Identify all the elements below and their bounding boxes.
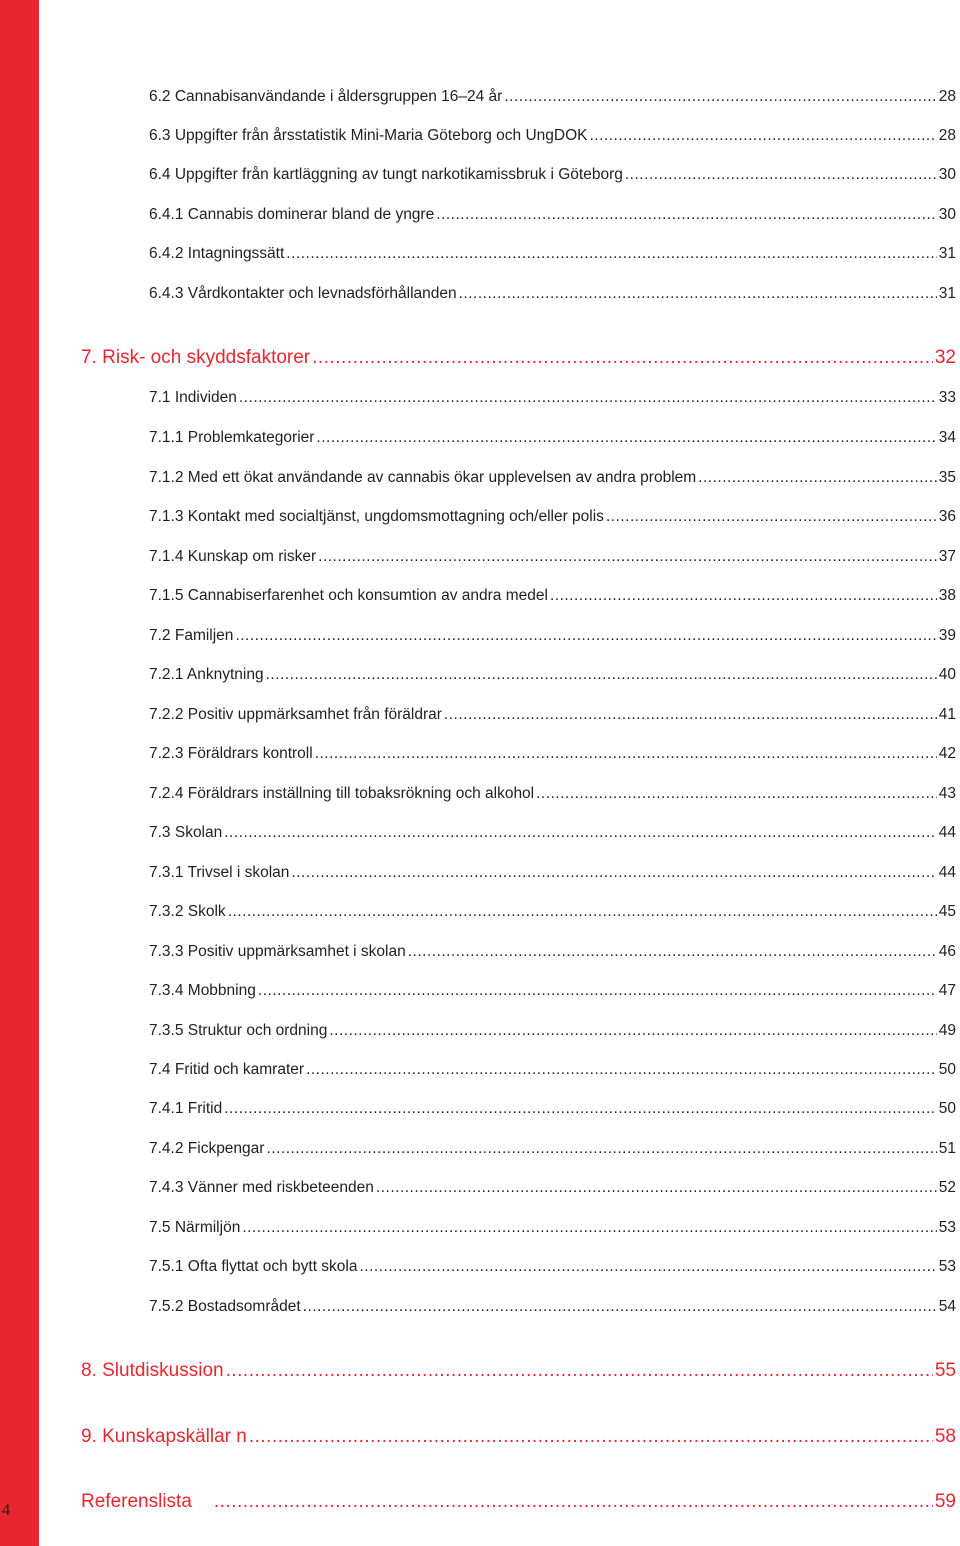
toc-entry[interactable] xyxy=(149,1296,956,1318)
toc-entry-page: 39 xyxy=(938,627,956,644)
toc-entry[interactable] xyxy=(149,901,956,923)
toc-entry-page: 30 xyxy=(938,206,956,223)
toc-entry[interactable] xyxy=(149,546,956,568)
toc-entry[interactable] xyxy=(149,743,956,765)
toc-entry-page: 55 xyxy=(934,1360,956,1381)
leader-dots xyxy=(329,1020,936,1042)
toc-entry-label: 7.2.2 Positiv uppmärksamhet från föräldrar xyxy=(149,706,442,723)
toc-entry[interactable] xyxy=(149,585,956,607)
leader-dots xyxy=(698,467,937,489)
toc-entry[interactable] xyxy=(149,506,956,528)
toc-entry-label: 7.2.4 Föräldrars inställning till tobaksrökning och alkohol xyxy=(149,785,535,802)
toc-entry-page: 53 xyxy=(938,1219,956,1236)
toc-entry-page: 58 xyxy=(934,1426,956,1447)
toc-entry[interactable] xyxy=(149,980,956,1002)
leader-dots xyxy=(224,1098,937,1120)
toc-entry-label: 6.4.1 Cannabis dominerar bland de yngre xyxy=(149,206,435,223)
leader-dots xyxy=(228,901,937,923)
toc-entry-page: 46 xyxy=(938,943,956,960)
toc-entry[interactable] xyxy=(149,1059,956,1081)
toc-entry-page: 42 xyxy=(938,745,956,762)
leader-dots xyxy=(436,204,937,226)
toc-entry[interactable] xyxy=(149,1020,956,1042)
leader-dots xyxy=(444,704,937,726)
toc-entry[interactable] xyxy=(149,664,956,686)
toc-entry-label: 7.1.3 Kontakt med socialtjänst, ungdomsmottagning och/eller polis xyxy=(149,508,604,525)
leader-dots xyxy=(550,585,937,607)
toc-entry-page: 31 xyxy=(938,245,956,262)
toc-entry-label: 6.3 Uppgifter från årsstatistik Mini-Maria Göteborg och UngDOK xyxy=(149,127,588,144)
toc-entry-page: 36 xyxy=(938,508,956,525)
leader-dots xyxy=(589,125,936,147)
leader-dots xyxy=(224,822,937,844)
toc-entry-page: 32 xyxy=(934,347,956,368)
toc-entry-page: 37 xyxy=(938,548,956,565)
toc-entry-label: 7.1.2 Med ett ökat användande av cannabis ökar upplevelsen av andra problem xyxy=(149,469,697,486)
toc-entry-label: 7.1.4 Kunskap om risker xyxy=(149,548,317,565)
leader-dots xyxy=(504,86,936,108)
toc-entry[interactable] xyxy=(149,427,956,449)
toc-entry-label: 7.3.5 Struktur och ordning xyxy=(149,1022,328,1039)
toc-entry-page: 45 xyxy=(938,903,956,920)
toc-entry-label: 7.4.2 Fickpengar xyxy=(149,1140,265,1157)
toc-entry-label: 7.1.5 Cannabiserfarenhet och konsumtion av andra medel xyxy=(149,587,548,604)
leader-dots xyxy=(303,1296,937,1318)
leader-dots xyxy=(214,1489,933,1515)
toc-entry[interactable] xyxy=(149,204,956,226)
toc-chapter-entry[interactable] xyxy=(81,1358,956,1384)
toc-entry-label: 7.4.3 Vänner med riskbeteenden xyxy=(149,1179,374,1196)
toc-entry-page: 38 xyxy=(938,587,956,604)
toc-entry-page: 54 xyxy=(938,1298,956,1315)
toc-entry[interactable] xyxy=(149,625,956,647)
toc-entry[interactable] xyxy=(149,941,956,963)
toc-entry-label: 9. Kunskapskällar n xyxy=(81,1426,247,1447)
toc-entry-label: 7.5 Närmiljön xyxy=(149,1219,241,1236)
toc-entry[interactable] xyxy=(149,86,956,108)
leader-dots xyxy=(312,345,933,371)
toc-entry-page: 30 xyxy=(938,166,956,183)
toc-entry[interactable] xyxy=(149,783,956,805)
toc-entry-page: 34 xyxy=(938,429,956,446)
toc-entry-label: 7.1.1 Problemkategorier xyxy=(149,429,315,446)
toc-chapter-entry[interactable] xyxy=(81,1424,956,1450)
toc-entry-label: 7.2 Familjen xyxy=(149,627,234,644)
toc-entry-page: 31 xyxy=(938,285,956,302)
toc-chapter-entry[interactable] xyxy=(81,345,956,371)
toc-entry-page: 43 xyxy=(938,785,956,802)
toc-entry-label: 7.1 Individen xyxy=(149,389,237,406)
leader-dots xyxy=(226,1358,933,1384)
toc-entry-page: 47 xyxy=(938,982,956,999)
toc-chapter-entry[interactable] xyxy=(81,1489,956,1515)
toc-entry-label: 7.3.1 Trivsel i skolan xyxy=(149,864,290,881)
toc-entry-page: 41 xyxy=(938,706,956,723)
toc-entry-page: 53 xyxy=(938,1258,956,1275)
leader-dots xyxy=(258,980,937,1002)
toc-entry-label: 7.3.2 Skolk xyxy=(149,903,226,920)
toc-entry-label: 7.3.4 Mobbning xyxy=(149,982,256,999)
toc-entry[interactable] xyxy=(149,1217,956,1239)
toc-entry-page: 52 xyxy=(938,1179,956,1196)
leader-dots xyxy=(306,1059,937,1081)
toc-entry-label: 7.3.3 Positiv uppmärksamhet i skolan xyxy=(149,943,406,960)
toc-entry-label: 7.3 Skolan xyxy=(149,824,223,841)
toc-entry[interactable] xyxy=(149,467,956,489)
leader-dots xyxy=(266,664,937,686)
toc-entry-page: 33 xyxy=(938,389,956,406)
toc-entry-label: 6.4 Uppgifter från kartläggning av tungt narkotikamissbruk i Göteborg xyxy=(149,166,623,183)
leader-dots xyxy=(625,164,937,186)
toc-entry-page: 51 xyxy=(938,1140,956,1157)
toc-entry-page: 44 xyxy=(938,864,956,881)
toc-entry[interactable] xyxy=(149,125,956,147)
toc-entry-page: 49 xyxy=(938,1022,956,1039)
toc-entry[interactable] xyxy=(149,283,956,305)
leader-dots xyxy=(315,743,937,765)
toc-entry[interactable] xyxy=(149,164,956,186)
leader-dots xyxy=(286,243,936,265)
toc-entry[interactable] xyxy=(149,704,956,726)
toc-entry-label: 7. Risk- och skyddsfaktorer xyxy=(81,347,311,368)
toc-entry[interactable] xyxy=(149,1138,956,1160)
toc-entry-page: 44 xyxy=(938,824,956,841)
leader-dots xyxy=(376,1177,937,1199)
leader-dots xyxy=(266,1138,936,1160)
leader-dots xyxy=(536,783,937,805)
toc-entry-label: 6.4.2 Intagningssätt xyxy=(149,245,285,262)
toc-entry-label: 7.2.1 Anknytning xyxy=(149,666,264,683)
page-number: 4 xyxy=(1,1500,11,1519)
toc-entry-page: 28 xyxy=(938,88,956,105)
leader-dots xyxy=(249,1424,933,1450)
toc-entry[interactable] xyxy=(149,822,956,844)
leader-dots xyxy=(459,283,937,305)
toc-entry-page: 50 xyxy=(938,1061,956,1078)
leader-dots xyxy=(239,387,937,409)
toc-entry-page: 40 xyxy=(938,666,956,683)
toc-entry-label: Referenslista xyxy=(81,1491,192,1512)
leader-dots xyxy=(606,506,937,528)
toc-entry-label: 8. Slutdiskussion xyxy=(81,1360,224,1381)
toc-entry[interactable] xyxy=(149,387,956,409)
leader-dots xyxy=(360,1256,937,1278)
toc-entry-label: 7.5.1 Ofta flyttat och bytt skola xyxy=(149,1258,358,1275)
toc-entry-label: 6.2 Cannabisanvändande i åldersgruppen 16–24 år xyxy=(149,88,503,105)
toc-entry-label: 6.4.3 Vårdkontakter och levnadsförhållanden xyxy=(149,285,457,302)
leader-dots xyxy=(235,625,936,647)
toc-entry[interactable] xyxy=(149,243,956,265)
toc-entry-label: 7.5.2 Bostadsområdet xyxy=(149,1298,301,1315)
toc-entry-page: 28 xyxy=(938,127,956,144)
leader-dots xyxy=(291,862,936,884)
toc-entry[interactable] xyxy=(149,1256,956,1278)
leader-dots xyxy=(242,1217,936,1239)
toc-entry-label: 7.2.3 Föräldrars kontroll xyxy=(149,745,313,762)
toc-entry[interactable] xyxy=(149,862,956,884)
toc-entry[interactable] xyxy=(149,1098,956,1120)
toc-entry-label: 7.4.1 Fritid xyxy=(149,1100,223,1117)
leader-dots xyxy=(408,941,937,963)
leader-dots xyxy=(318,546,937,568)
toc-entry[interactable] xyxy=(149,1177,956,1199)
leader-dots xyxy=(316,427,936,449)
toc-entry-label: 7.4 Fritid och kamrater xyxy=(149,1061,305,1078)
toc-entry-page: 35 xyxy=(938,469,956,486)
toc-entry-page: 50 xyxy=(938,1100,956,1117)
toc-entry-page: 59 xyxy=(934,1491,956,1512)
